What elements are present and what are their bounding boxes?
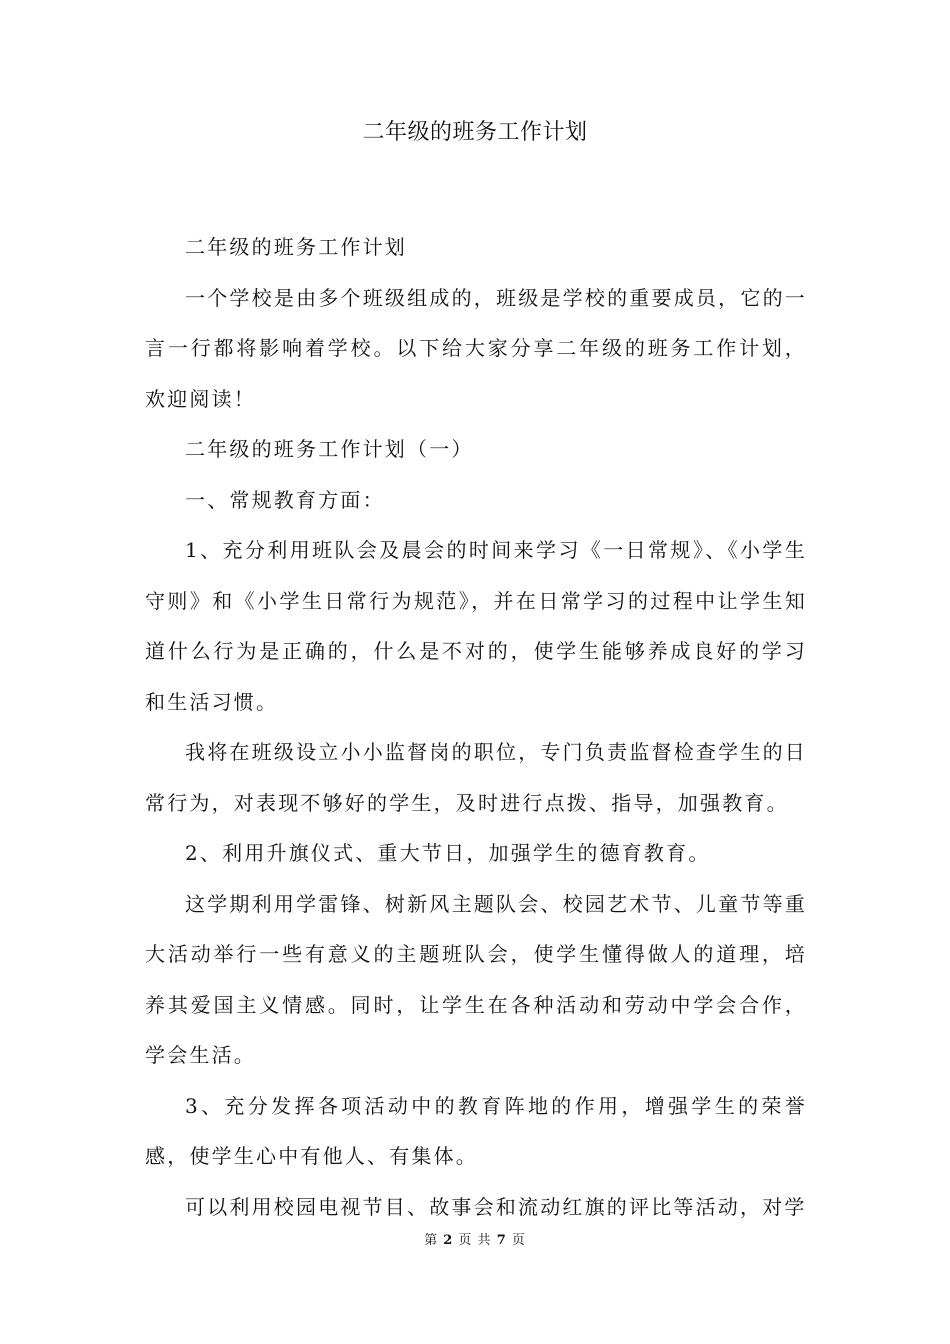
paragraph: 可以利用校园电视节目、故事会和流动红旗的评比等活动，对学 bbox=[185, 1194, 807, 1219]
footer-prefix: 第 bbox=[424, 1233, 439, 1248]
paragraph: 一个学校是由多个班级组成的，班级是学校的重要成员，它的一言一行都将影响着学校。以下给大家分享二年级的班务工作计划，欢迎阅读！ bbox=[145, 285, 807, 411]
paragraph: 一、常规教育方面： bbox=[185, 487, 385, 512]
footer-suffix: 页 bbox=[511, 1233, 526, 1248]
document-body bbox=[145, 222, 807, 1232]
total-pages-number: 7 bbox=[496, 1233, 507, 1248]
paragraph: 这学期利用学雷锋、树新风主题队会、校园艺术节、儿童节等重大活动举行一些有意义的主题班队会，使学生懂得做人的道理，培养其爱国主义情感。同时，让学生在各种活动和劳动中学会合作，学会生活。 bbox=[145, 891, 807, 1067]
page-title: 二年级的班务工作计划 bbox=[362, 120, 588, 145]
paragraph: 我将在班级设立小小监督岗的职位，专门负责监督检查学生的日常行为，对表现不够好的学生，及时进行点拨、指导，加强教育。 bbox=[145, 740, 807, 815]
page-footer bbox=[0, 1231, 950, 1251]
paragraph: 1、充分利用班队会及晨会的时间来学习《一日常规》、《小学生守则》和《小学生日常行为规范》，并在日常学习的过程中让学生知道什么行为是正确的，什么是不对的，使学生能够养成良好的学习和生活习惯。 bbox=[145, 538, 807, 714]
paragraph: 二年级的班务工作计划（一） bbox=[185, 437, 474, 461]
paragraph: 2、利用升旗仪式、重大节日，加强学生的德育教育。 bbox=[185, 841, 711, 865]
current-page-number: 2 bbox=[443, 1233, 454, 1248]
paragraph: 3、充分发挥各项活动中的教育阵地的作用，增强学生的荣誉感，使学生心中有他人、有集体。 bbox=[145, 1093, 807, 1168]
paragraph: 二年级的班务工作计划 bbox=[185, 235, 407, 259]
footer-middle: 页 共 bbox=[458, 1233, 492, 1248]
